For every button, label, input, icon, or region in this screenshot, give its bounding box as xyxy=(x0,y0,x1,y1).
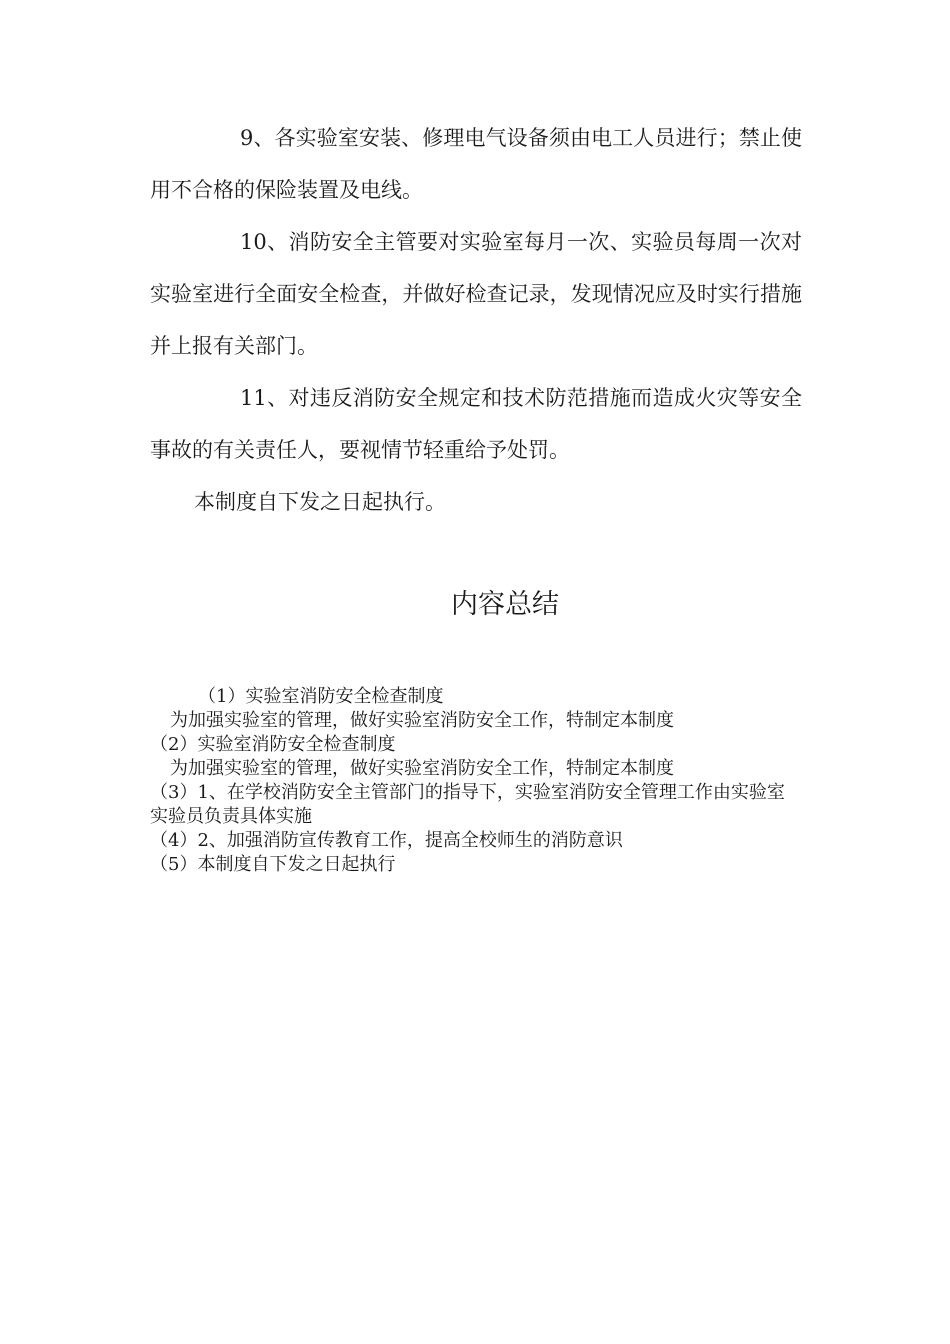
summary-line-2: 为加强实验室的管理，做好实验室消防安全工作，特制定本制度 xyxy=(170,710,674,731)
summary-title: 内容总结 xyxy=(451,589,559,620)
summary-line-7: （5）本制度自下发之日起执行 xyxy=(150,854,396,875)
paragraph-item-10: 10、消防安全主管要对实验室每月一次、实验员每周一次对实验室进行全面安全检查，并做好检查记录，发现情况应及时实行措施并上报有关部门。 xyxy=(150,230,802,358)
document-body xyxy=(150,112,802,528)
paragraph-item-11: 11、对违反消防安全规定和技术防范措施而造成火灾等安全事故的有关责任人，要视情节轻重给予处罚。 xyxy=(150,386,802,462)
summary-list xyxy=(150,685,800,877)
paragraph-item-9: 9、各实验室安装、修理电气设备须由电工人员进行；禁止使用不合格的保险装置及电线。 xyxy=(150,126,802,202)
paragraph-effective-date: 本制度自下发之日起执行。 xyxy=(194,490,446,514)
summary-line-3: （2）实验室消防安全检查制度 xyxy=(150,734,396,755)
summary-line-4: 为加强实验室的管理，做好实验室消防安全工作，特制定本制度 xyxy=(170,758,674,779)
summary-line-5: （3）1、在学校消防安全主管部门的指导下，实验室消防安全管理工作由实验室实验员负责具体实施 xyxy=(150,782,785,827)
summary-line-6: （4）2、加强消防宣传教育工作，提高全校师生的消防意识 xyxy=(150,830,623,851)
summary-line-1: （1）实验室消防安全检查制度 xyxy=(198,686,444,707)
